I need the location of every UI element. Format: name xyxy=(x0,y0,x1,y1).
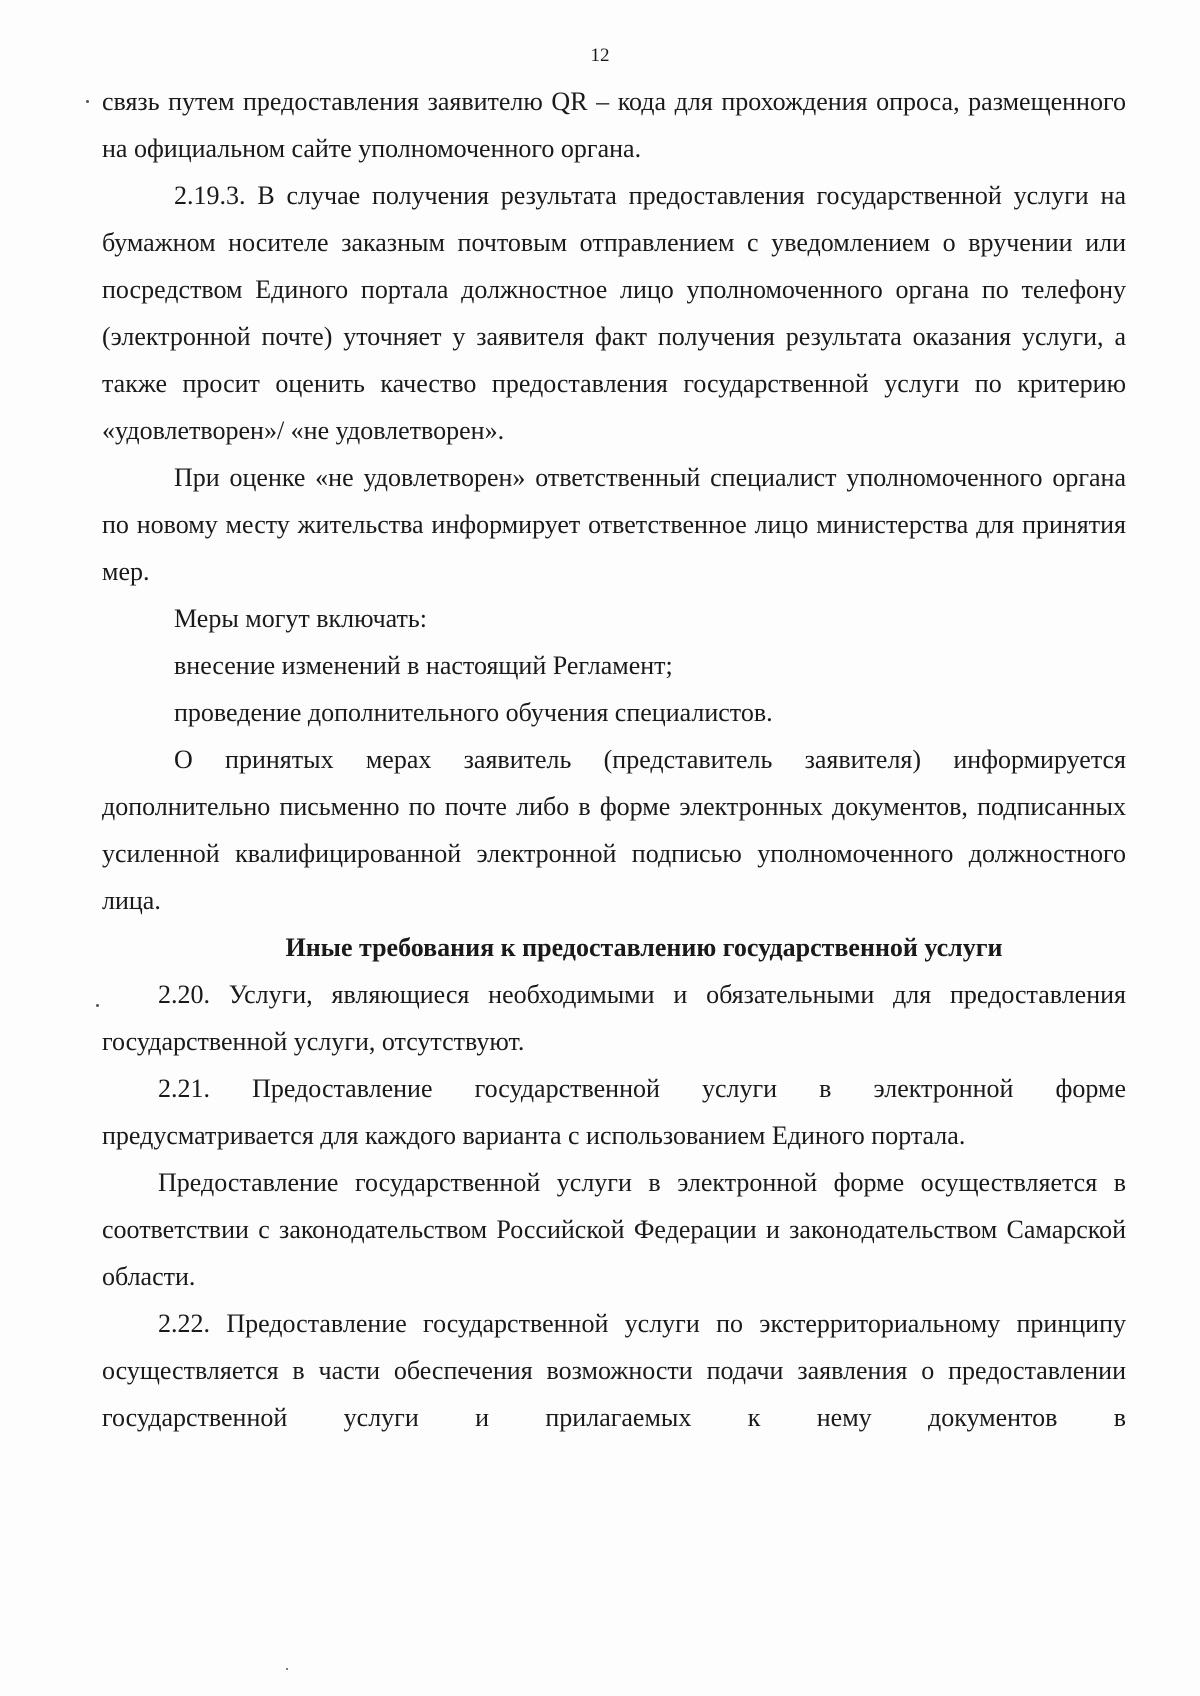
scan-speck xyxy=(286,1668,288,1670)
paragraph-measures-notification: О принятых мерах заявитель (представитель заявителя) информируется дополнительно письменно по почте либо в форме электронных документов, подписанных усиленной квалифицированной электронной подписью уполномоченного должностного лица. xyxy=(102,745,1126,915)
page-number: 12 xyxy=(590,45,610,66)
paragraph-dissatisfied-rating: При оценке «не удовлетворен» ответственный специалист уполномоченного органа по новому месту жительства информирует ответственное лицо министерства для принятия мер. xyxy=(102,463,1126,586)
paragraph-electronic-form: Предоставление государственной услуги в электронной форме осуществляется в соответствии с законодательством Российской Федерации и законодательством Самарской области. xyxy=(102,1168,1126,1291)
paragraph-2-19-3: 2.19.3. В случае получения результата предоставления государственной услуги на бумажном носителе заказным почтовым отправлением с уведомлением о вручении или посредством Единого портала должностное лицо уполномоченного органа по телефону (электронной почте) уточняет у заявителя факт получения результата оказания услуги, а также просит оценить качество предоставления государственной услуги по критерию «удовлетворен»/ «не удовлетворен». xyxy=(102,181,1126,445)
list-item-staff-training: проведение дополнительного обучения специалистов. xyxy=(174,698,773,727)
paragraph-measures-intro: Меры могут включать: xyxy=(174,604,427,633)
paragraph-continuation: связь путем предоставления заявителю QR – кода для прохождения опроса, размещенного на официальном сайте уполномоченного органа. xyxy=(102,87,1126,163)
scan-speck xyxy=(96,1004,99,1007)
document-body xyxy=(102,78,1126,1441)
section-heading: Иные требования к предоставлению государственной услуги xyxy=(285,933,1003,962)
scan-speck xyxy=(86,100,89,103)
paragraph-2-20: 2.20. Услуги, являющиеся необходимыми и обязательными для предоставления государственной услуги, отсутствуют. xyxy=(102,980,1126,1056)
list-item-regulation-changes: внесение изменений в настоящий Регламент; xyxy=(174,651,673,680)
paragraph-2-21: 2.21. Предоставление государственной услуги в электронной форме предусматривается для каждого варианта с использованием Единого портала. xyxy=(102,1074,1126,1150)
paragraph-2-22: 2.22. Предоставление государственной услуги по экстерриториальному принципу осуществляется в части обеспечения возможности подачи заявления о предоставлении государственной услуги и прилагаемых к нему документов в xyxy=(102,1309,1126,1432)
